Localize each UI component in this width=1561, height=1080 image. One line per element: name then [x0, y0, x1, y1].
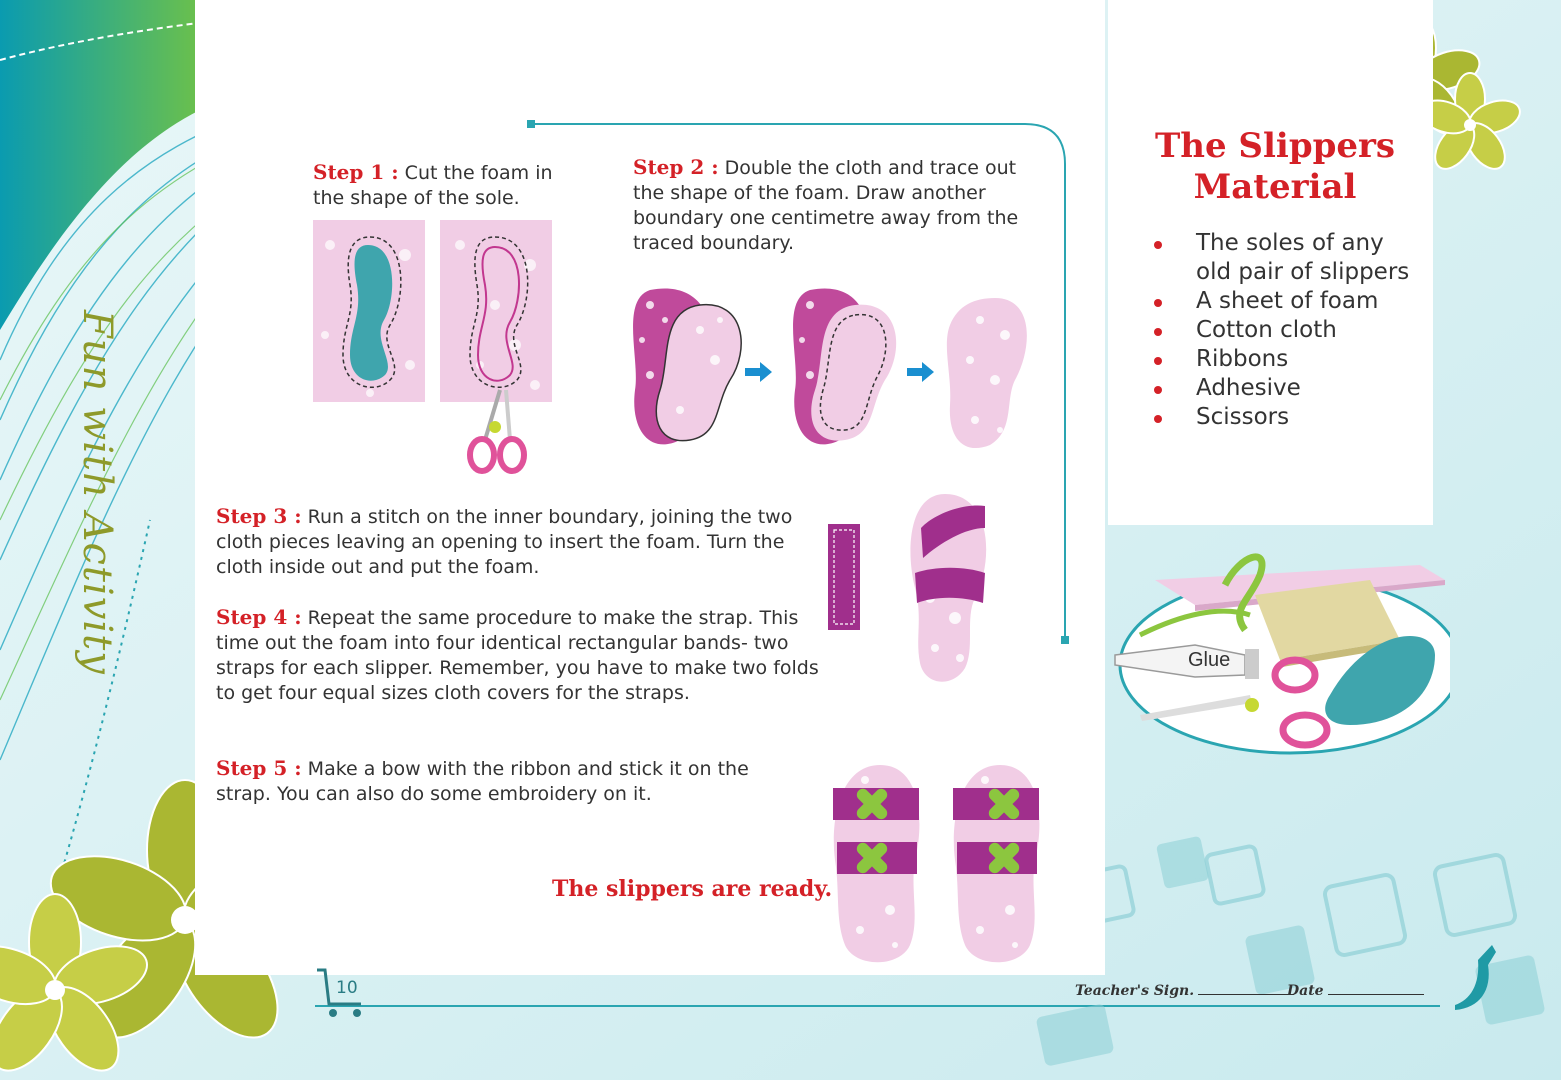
date-field — [1287, 982, 1424, 999]
materials-illustration — [1100, 545, 1450, 760]
arrow-right-icon — [745, 362, 772, 382]
glue-label: Glue — [1188, 649, 1231, 671]
step-5-label: Step 5 : — [216, 756, 302, 780]
list-item: A sheet of foam — [1150, 287, 1410, 316]
side-title: Fun with Activity — [74, 310, 120, 675]
step-1-label: Step 1 : — [313, 160, 399, 184]
step-3-text: Run a stitch on the inner boundary, joining the two cloth pieces leaving an opening to insert the foam. Turn the cloth inside out and put the foam. — [216, 506, 793, 578]
page-number: 10 — [336, 978, 358, 998]
step-3-illustration — [825, 488, 1040, 688]
step-4-text: Repeat the same procedure to make the strap. This time out the foam into four identical rectangular bands- two straps for each slipper. Remember, you have to make two folds to get four equal sizes cloth covers for the straps. — [216, 607, 819, 704]
ready-caption: The slippers are ready. — [552, 876, 833, 902]
materials-title-line-1: The Slippers — [1154, 126, 1396, 166]
materials-title-line-2: Material — [1193, 167, 1357, 207]
step-3 — [216, 504, 796, 580]
materials-title — [1130, 126, 1420, 208]
list-item: The soles of any old pair of slippers — [1150, 229, 1410, 287]
step-2 — [633, 155, 1023, 256]
step-3-label: Step 3 : — [216, 504, 302, 528]
list-item: Adhesive — [1150, 374, 1410, 403]
date-label: Date — [1287, 983, 1324, 999]
finished-slippers-illustration — [825, 760, 1055, 970]
step-2-text: Double the cloth and trace out the shape of the foam. Draw another boundary one centimetre away from the traced boundary. — [633, 157, 1019, 254]
step-1-illustration — [310, 215, 560, 480]
step-5 — [216, 756, 776, 807]
arrow-right-icon — [907, 362, 934, 382]
list-item: Scissors — [1150, 403, 1410, 432]
list-item: Cotton cloth — [1150, 316, 1410, 345]
step-5-text: Make a bow with the ribbon and stick it on the strap. You can also do some embroidery on it. — [216, 758, 749, 805]
scissors-icon — [470, 390, 524, 471]
step-4 — [216, 605, 821, 706]
step-1 — [313, 160, 583, 211]
materials-list — [1150, 229, 1410, 432]
step-1-text: Cut the foam in the shape of the sole. — [313, 162, 553, 209]
step-2-label: Step 2 : — [633, 155, 719, 179]
step-4-label: Step 4 : — [216, 605, 302, 629]
teacher-sign-label: Teacher's Sign. — [1075, 983, 1195, 999]
list-item: Ribbons — [1150, 345, 1410, 374]
teacher-sign — [1075, 982, 1294, 999]
step-2-illustration — [620, 280, 1035, 460]
